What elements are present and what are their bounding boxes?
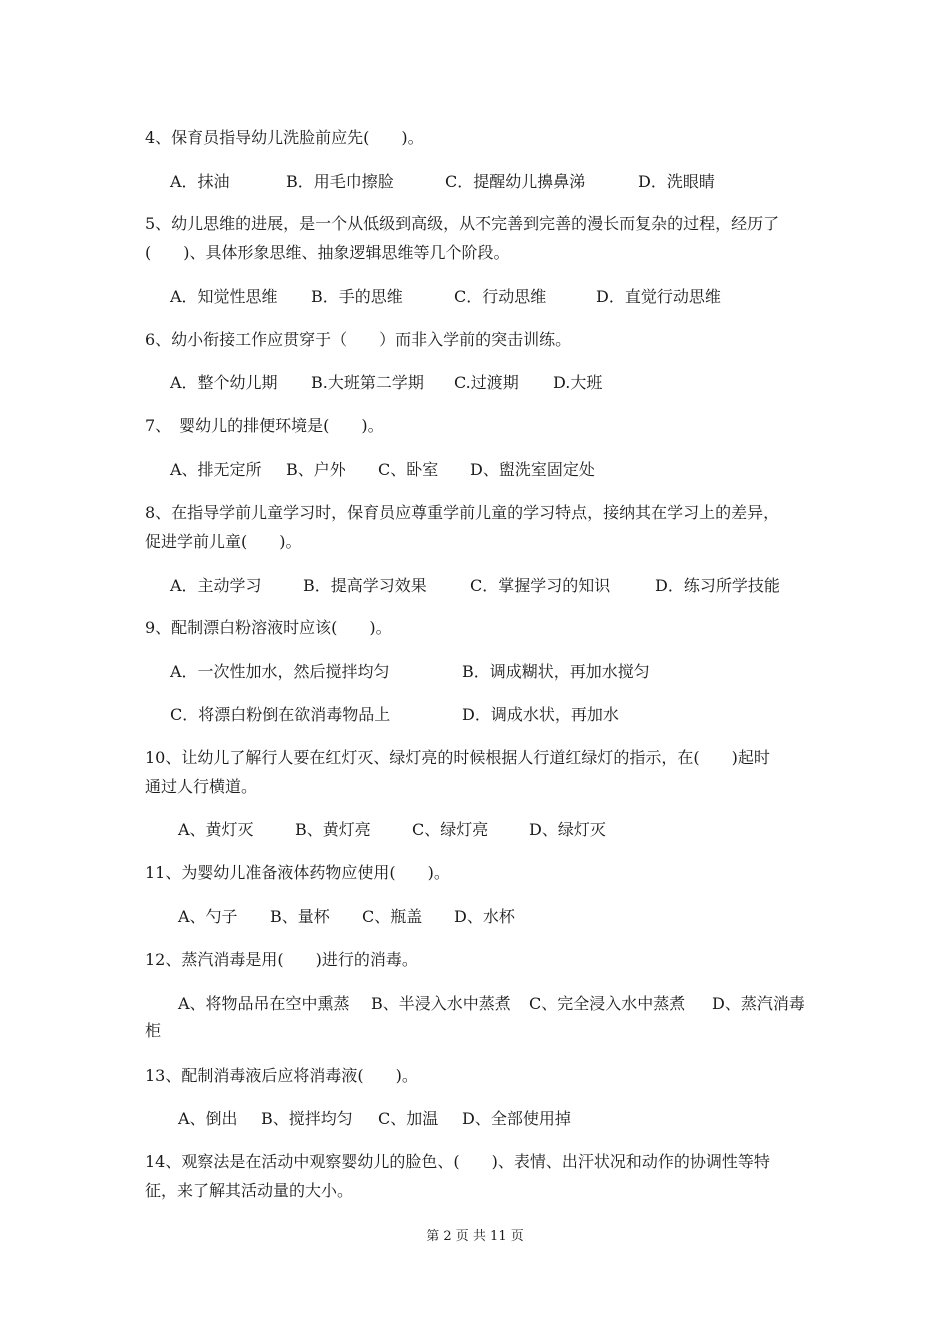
question-7-option-c: C、卧室 bbox=[378, 460, 439, 479]
question-11-option-a: A、勺子 bbox=[178, 907, 238, 926]
question-5-option-d: D．直觉行动思维 bbox=[596, 287, 721, 306]
question-7-stem: 7、 婴幼儿的排便环境是( )。 bbox=[145, 416, 384, 435]
question-5-stem-line-1: 5、幼儿思维的进展，是一个从低级到高级，从不完善到完善的漫长而复杂的过程，经历了 bbox=[145, 214, 780, 233]
question-12-option-d-wrap: 柜 bbox=[145, 1021, 162, 1040]
question-13-option-c: C、加温 bbox=[378, 1109, 439, 1128]
question-5-option-c: C．行动思维 bbox=[454, 287, 547, 306]
question-5-option-a: A．知觉性思维 bbox=[170, 287, 278, 306]
question-8-option-d: D．练习所学技能 bbox=[655, 576, 780, 595]
question-11-option-c: C、瓶盖 bbox=[362, 907, 423, 926]
question-12-option-c: C、完全浸入水中蒸煮 bbox=[529, 994, 686, 1013]
question-6-option-d: D.大班 bbox=[553, 373, 603, 392]
question-14-stem-line-1: 14、观察法是在活动中观察婴幼儿的脸色、( )、表情、出汗状况和动作的协调性等特 bbox=[145, 1152, 770, 1171]
question-13-stem: 13、配制消毒液后应将消毒液( )。 bbox=[145, 1066, 418, 1085]
question-10-option-b: B、黄灯亮 bbox=[295, 820, 371, 839]
question-10-option-d: D、绿灯灭 bbox=[529, 820, 606, 839]
question-12-option-b: B、半浸入水中蒸煮 bbox=[371, 994, 511, 1013]
question-8-option-c: C．掌握学习的知识 bbox=[470, 576, 611, 595]
question-11-option-b: B、量杯 bbox=[270, 907, 330, 926]
question-7-option-b: B、户外 bbox=[286, 460, 346, 479]
page-number-footer: 第 2 页 共 11 页 bbox=[426, 1229, 524, 1244]
question-8-option-a: A．主动学习 bbox=[170, 576, 262, 595]
question-10-option-a: A、黄灯灭 bbox=[178, 820, 254, 839]
question-10-option-c: C、绿灯亮 bbox=[412, 820, 489, 839]
question-9-stem: 9、配制漂白粉溶液时应该( )。 bbox=[145, 618, 392, 637]
question-13-option-b: B、搅拌均匀 bbox=[261, 1109, 353, 1128]
question-12-option-a: A、将物品吊在空中熏蒸 bbox=[178, 994, 350, 1013]
question-4-option-c: C．提醒幼儿擤鼻涕 bbox=[445, 172, 586, 191]
question-10-stem-line-1: 10、让幼儿了解行人要在红灯灭、绿灯亮的时候根据人行道红绿灯的指示，在( )起时 bbox=[145, 748, 770, 767]
question-11-stem: 11、为婴幼儿准备液体药物应使用( )。 bbox=[145, 863, 450, 882]
question-5-stem-line-2: ( )、具体形象思维、抽象逻辑思维等几个阶段。 bbox=[145, 243, 510, 262]
question-8-stem-line-1: 8、在指导学前儿童学习时，保育员应尊重学前儿童的学习特点，接纳其在学习上的差异， bbox=[145, 503, 780, 522]
question-6-stem: 6、幼小衔接工作应贯穿于（ ）而非入学前的突击训练。 bbox=[145, 330, 572, 349]
question-9-option-a: A．一次性加水，然后搅拌均匀 bbox=[170, 662, 390, 681]
question-9-option-d: D．调成水状，再加水 bbox=[462, 705, 619, 724]
question-14-stem-line-2: 征，来了解其活动量的大小。 bbox=[145, 1181, 354, 1200]
question-10-stem-line-2: 通过人行横道。 bbox=[145, 777, 258, 796]
question-4-stem: 4、保育员指导幼儿洗脸前应先( )。 bbox=[145, 128, 424, 147]
question-6-option-a: A．整个幼儿期 bbox=[170, 373, 278, 392]
question-12-option-d: D、蒸汽消毒 bbox=[712, 994, 805, 1013]
question-4-option-d: D．洗眼睛 bbox=[638, 172, 715, 191]
question-9-option-c: C．将漂白粉倒在欲消毒物品上 bbox=[170, 705, 391, 724]
question-4-option-a: A．抹油 bbox=[170, 172, 230, 191]
question-4-option-b: B．用毛巾擦脸 bbox=[286, 172, 394, 191]
question-6-option-b: B.大班第二学期 bbox=[311, 373, 424, 392]
question-7-option-a: A、排无定所 bbox=[170, 460, 262, 479]
question-11-option-d: D、水杯 bbox=[454, 907, 515, 926]
question-8-stem-line-2: 促进学前儿童( )。 bbox=[145, 532, 302, 551]
question-5-option-b: B．手的思维 bbox=[311, 287, 403, 306]
question-13-option-a: A、倒出 bbox=[178, 1109, 238, 1128]
question-13-option-d: D、全部使用掉 bbox=[462, 1109, 571, 1128]
question-7-option-d: D、盥洗室固定处 bbox=[470, 460, 595, 479]
question-12-stem: 12、蒸汽消毒是用( )进行的消毒。 bbox=[145, 950, 418, 969]
question-6-option-c: C.过渡期 bbox=[454, 373, 519, 392]
question-8-option-b: B．提高学习效果 bbox=[303, 576, 427, 595]
question-9-option-b: B．调成糊状，再加水搅匀 bbox=[462, 662, 650, 681]
